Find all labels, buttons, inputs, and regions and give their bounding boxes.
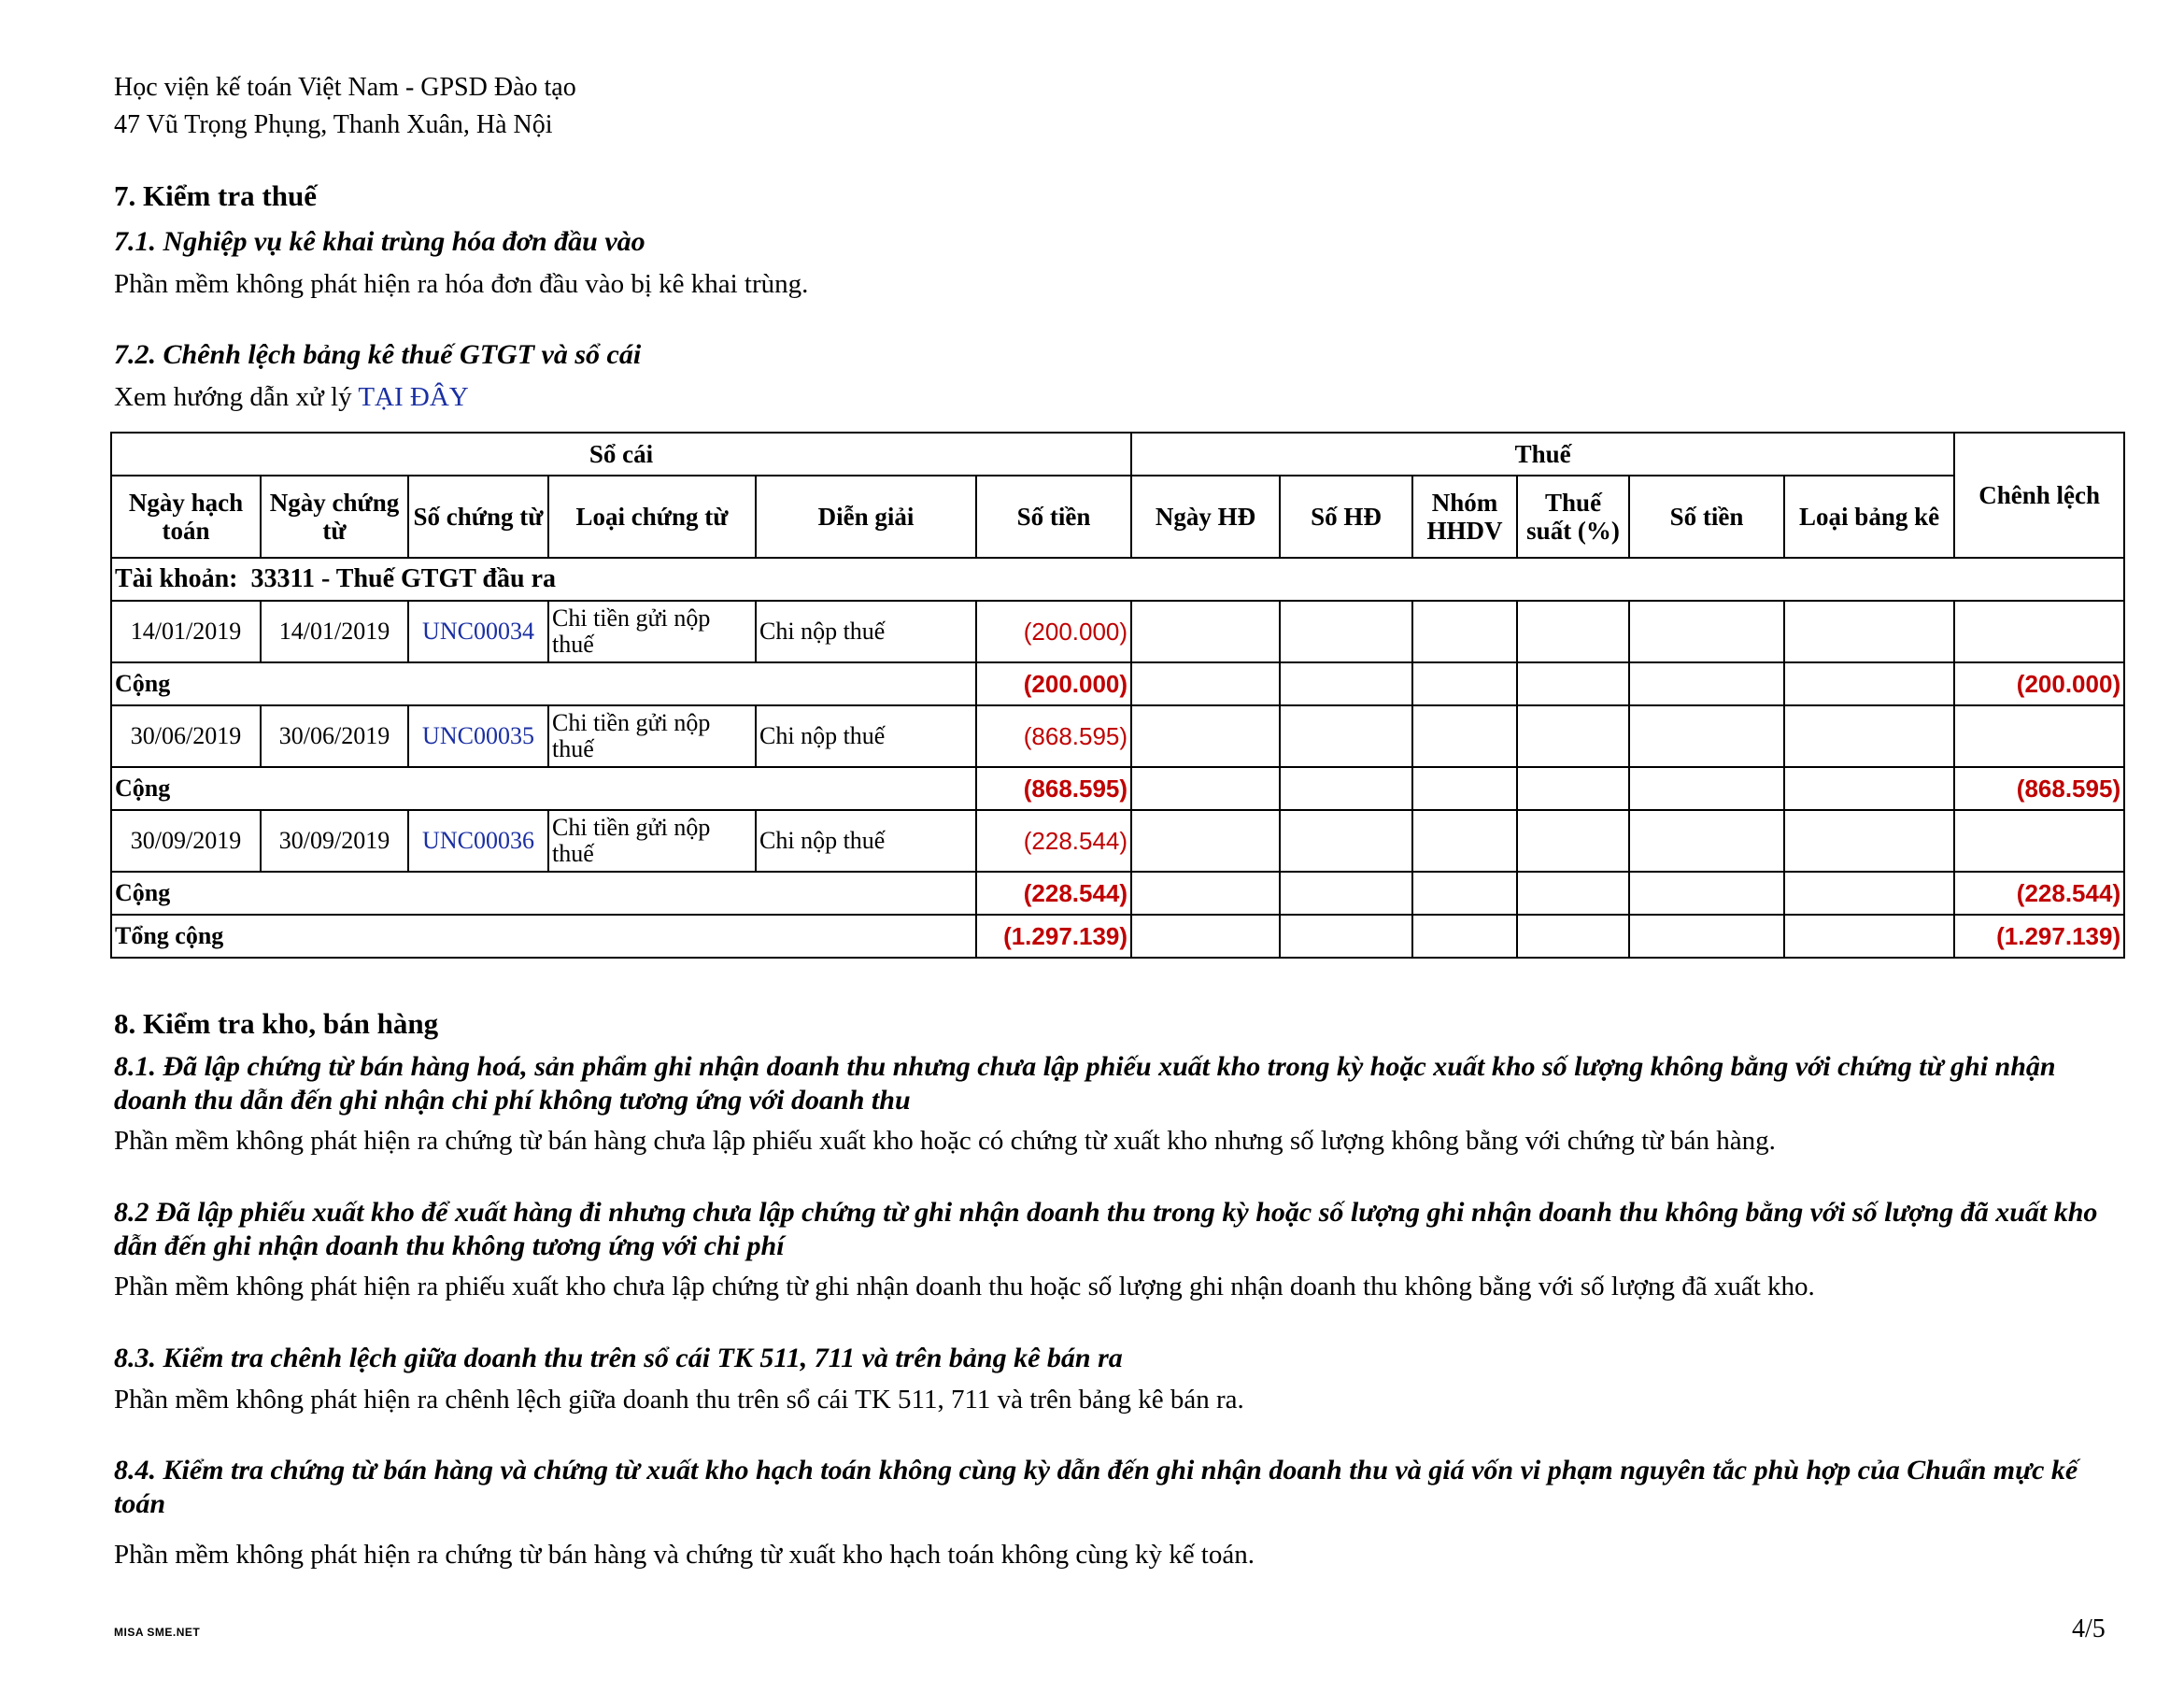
cell-doc-type: Chi tiền gửi nộp thuế [548,705,756,767]
subtotal-amount: (868.595) [976,767,1131,810]
table-row [111,705,2124,767]
col-inv-no: Số HĐ [1280,476,1412,558]
table-group-header [111,433,2124,476]
col-tax-amount: Số tiền [1629,476,1784,558]
section-7-2-title: 7.2. Chênh lệch bảng kê thuế GTGT và sổ cái [114,339,642,370]
grand-total-amount: (1.297.139) [976,915,1131,958]
cell-doc-type: Chi tiền gửi nộp thuế [548,601,756,662]
subtotal-diff: (228.544) [1954,872,2124,915]
diff-header: Chênh lệch [1954,433,2124,558]
cell-posting-date: 30/06/2019 [111,705,261,767]
guide-line [114,382,469,413]
subtotal-label: Cộng [111,662,976,705]
section-8-2-text: Phần mềm không phát hiện ra phiếu xuất kho chưa lập chứng từ ghi nhận doanh thu hoặc số lượng ghi nhận doanh thu không bằng với số lượng đã xuất kho. [114,1272,1815,1301]
section-8-1-text: Phần mềm không phát hiện ra chứng từ bán hàng chưa lập phiếu xuất kho hoặc có chứng từ xuất kho nhưng số lượng không bằng với chứng từ bán hàng. [114,1126,1776,1156]
section-8-4-title: 8.4. Kiểm tra chứng từ bán hàng và chứng từ xuất kho hạch toán không cùng kỳ dẫn đến ghi nhận doanh thu và giá vốn vi phạm nguyên tắc phù hợp của Chuẩn mực kế toán [114,1455,2078,1519]
cell-amount: (200.000) [976,601,1131,662]
org-address: 47 Vũ Trọng Phụng, Thanh Xuân, Hà Nội [114,110,553,139]
subtotal-amount: (200.000) [976,662,1131,705]
table-row [111,810,2124,872]
section-8-3-text: Phần mềm không phát hiện ra chênh lệch giữa doanh thu trên sổ cái TK 511, 711 và trên bảng kê bán ra. [114,1385,1244,1415]
subtotal-row [111,662,2124,705]
col-group: Nhóm HHDV [1412,476,1517,558]
cell-doc-date: 30/09/2019 [261,810,408,872]
cell-amount: (868.595) [976,705,1131,767]
doc-no-link[interactable]: UNC00034 [408,601,548,662]
account-value: 33311 - Thuế GTGT đầu ra [250,564,556,593]
cell-description: Chi nộp thuế [756,601,976,662]
cell-amount: (228.544) [976,810,1131,872]
grand-total-row [111,915,2124,958]
page-number: 4/5 [2072,1614,2106,1643]
account-row [111,558,2124,601]
section-8-3-title: 8.3. Kiểm tra chênh lệch giữa doanh thu trên sổ cái TK 511, 711 và trên bảng kê bán ra [114,1343,1123,1373]
doc-no-link[interactable]: UNC00036 [408,810,548,872]
table-row [111,601,2124,662]
section-8-4-text: Phần mềm không phát hiện ra chứng từ bán hàng và chứng từ xuất kho hạch toán không cùng kỳ kế toán. [114,1540,1255,1570]
section-7-1-text: Phần mềm không phát hiện ra hóa đơn đầu vào bị kê khai trùng. [114,269,809,299]
section-7-1-title: 7.1. Nghiệp vụ kê khai trùng hóa đơn đầu vào [114,226,645,257]
col-doc-type: Loại chứng từ [548,476,756,558]
subtotal-label: Cộng [111,767,976,810]
subtotal-amount: (228.544) [976,872,1131,915]
cell-description: Chi nộp thuế [756,810,976,872]
cell-posting-date: 30/09/2019 [111,810,261,872]
section-7-title: 7. Kiểm tra thuế [114,179,317,212]
cell-doc-date: 30/06/2019 [261,705,408,767]
footer-brand: MISA SME.NET [114,1626,201,1639]
col-tax-rate: Thuế suất (%) [1517,476,1629,558]
guide-link[interactable]: TẠI ĐÂY [358,382,469,412]
section-8-1-title: 8.1. Đã lập chứng từ bán hàng hoá, sản phẩm ghi nhận doanh thu nhưng chưa lập phiếu xuất kho trong kỳ hoặc xuất kho số lượng không bằng với chứng từ ghi nhận doanh thu dẫn đến ghi nhận chi phí không tương ứng với doanh thu [114,1051,2056,1116]
account-label: Tài khoản: [115,564,238,593]
subtotal-label: Cộng [111,872,976,915]
col-description: Diễn giải [756,476,976,558]
col-list-type: Loại bảng kê [1784,476,1954,558]
col-doc-no: Số chứng từ [408,476,548,558]
org-name: Học viện kế toán Việt Nam - GPSD Đào tạo [114,73,576,102]
doc-no-link[interactable]: UNC00035 [408,705,548,767]
account-cell [111,558,2124,601]
subtotal-diff: (200.000) [1954,662,2124,705]
group-ledger-header: Sổ cái [111,433,1131,476]
grand-total-diff: (1.297.139) [1954,915,2124,958]
subtotal-row [111,872,2124,915]
section-8-2-title: 8.2 Đã lập phiếu xuất kho để xuất hàng đi nhưng chưa lập chứng từ ghi nhận doanh thu trong kỳ hoặc số lượng ghi nhận doanh thu không bằng với số lượng đã xuất kho dẫn đến ghi nhận doanh thu không tương ứng với chi phí [114,1197,2098,1261]
vat-ledger-table [110,432,2125,959]
col-inv-date: Ngày HĐ [1131,476,1280,558]
subtotal-diff: (868.595) [1954,767,2124,810]
cell-doc-date: 14/01/2019 [261,601,408,662]
grand-total-label: Tổng cộng [111,915,976,958]
col-posting-date: Ngày hạch toán [111,476,261,558]
guide-prefix: Xem hướng dẫn xử lý [114,382,352,412]
table-column-header [111,476,2124,558]
cell-description: Chi nộp thuế [756,705,976,767]
subtotal-row [111,767,2124,810]
group-tax-header: Thuế [1131,433,1954,476]
cell-posting-date: 14/01/2019 [111,601,261,662]
section-8-title: 8. Kiểm tra kho, bán hàng [114,1007,439,1040]
col-amount: Số tiền [976,476,1131,558]
cell-doc-type: Chi tiền gửi nộp thuế [548,810,756,872]
col-doc-date: Ngày chứng từ [261,476,408,558]
